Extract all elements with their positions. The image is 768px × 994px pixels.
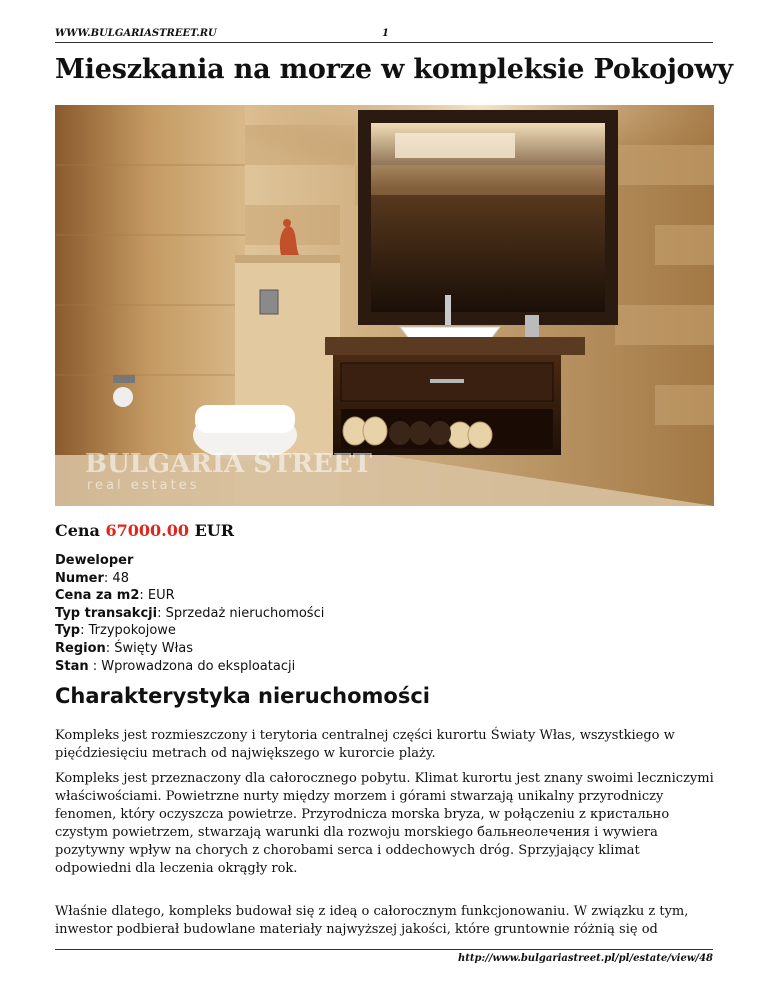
- watermark-logo: BULGARIA STREET: [85, 449, 373, 479]
- detail-row-transaction-type: [55, 605, 324, 623]
- detail-label: Numer: [55, 570, 104, 586]
- price-label: Cena: [55, 521, 100, 540]
- page-footer: [55, 949, 713, 970]
- paragraph: Właśnie dlatego, kompleks budował się z ideą o całorocznym funkcjonowaniu. W związku z tym, inwestor podbierał budowlane materiały najwyższej jakości, które gruntownie różnią się od: [55, 904, 689, 937]
- detail-row-type: [55, 622, 324, 640]
- detail-label: Region: [55, 640, 106, 656]
- section-title: Charakterystyka nieruchomości: [55, 684, 431, 708]
- detail-label: Typ: [55, 623, 81, 639]
- detail-label: Deweloper: [55, 553, 134, 568]
- price-value: 67000.00: [105, 521, 189, 540]
- page-number: 1: [382, 28, 389, 39]
- price-line: [55, 521, 234, 540]
- detail-value: : Święty Włas: [105, 640, 193, 656]
- detail-value: : EUR: [139, 588, 175, 604]
- detail-label: Stan: [55, 658, 89, 674]
- watermark-subtitle: real estates: [87, 478, 200, 493]
- detail-label: Typ transakcji: [55, 605, 158, 621]
- detail-value: : Wprowadzona do eksploatacji: [88, 658, 296, 674]
- paragraph: Kompleks jest przeznaczony dla całorocznego pobytu. Klimat kurortu jest znany swoimi leczniczymi właściwościami. Powietrzne nurty między morzem i górami stwarzają unikalny przyrodniczy fenomen, który oczyszcza powietrze. Przyrodnicza morska bryza, w połączeniu z кристально czystym powietrzem, stwarzają warunki dla rozwoju morskiego бальнеолечения i wywiera pozytywny wpływ na chorych z chorobami serca i oddechowych dróg. Sprzyjający klimat odpowiedni dla leczenia okrągły rok.: [55, 771, 714, 876]
- detail-row-region: [55, 640, 324, 658]
- detail-value: : Sprzedaż nieruchomości: [157, 605, 325, 621]
- details-list: [55, 552, 324, 675]
- property-photo: [55, 105, 714, 506]
- detail-row-status: [55, 658, 324, 676]
- detail-value: : 48: [103, 570, 129, 586]
- detail-row-price-per-m2: [55, 587, 324, 605]
- detail-row-number: [55, 570, 324, 588]
- footer-url[interactable]: http://www.bulgariastreet.pl/pl/estate/view/48: [458, 953, 713, 964]
- header-site: WWW.BULGARIASTREET.RU: [55, 28, 217, 39]
- page-header: [55, 26, 713, 43]
- detail-label: Cena za m2: [55, 588, 140, 604]
- price-currency: EUR: [194, 521, 235, 540]
- page-title: Mieszkania na morze w kompleksie Pokojowy: [55, 54, 733, 85]
- detail-value: : Trzypokojowe: [80, 623, 176, 639]
- paragraph: Kompleks jest rozmieszczony i terytoria centralnej części kurortu Światy Włas, wszystkiego w pięćdziesięciu metrach od największego w kurorcie plaży.: [55, 728, 675, 761]
- detail-row-developer: [55, 552, 324, 570]
